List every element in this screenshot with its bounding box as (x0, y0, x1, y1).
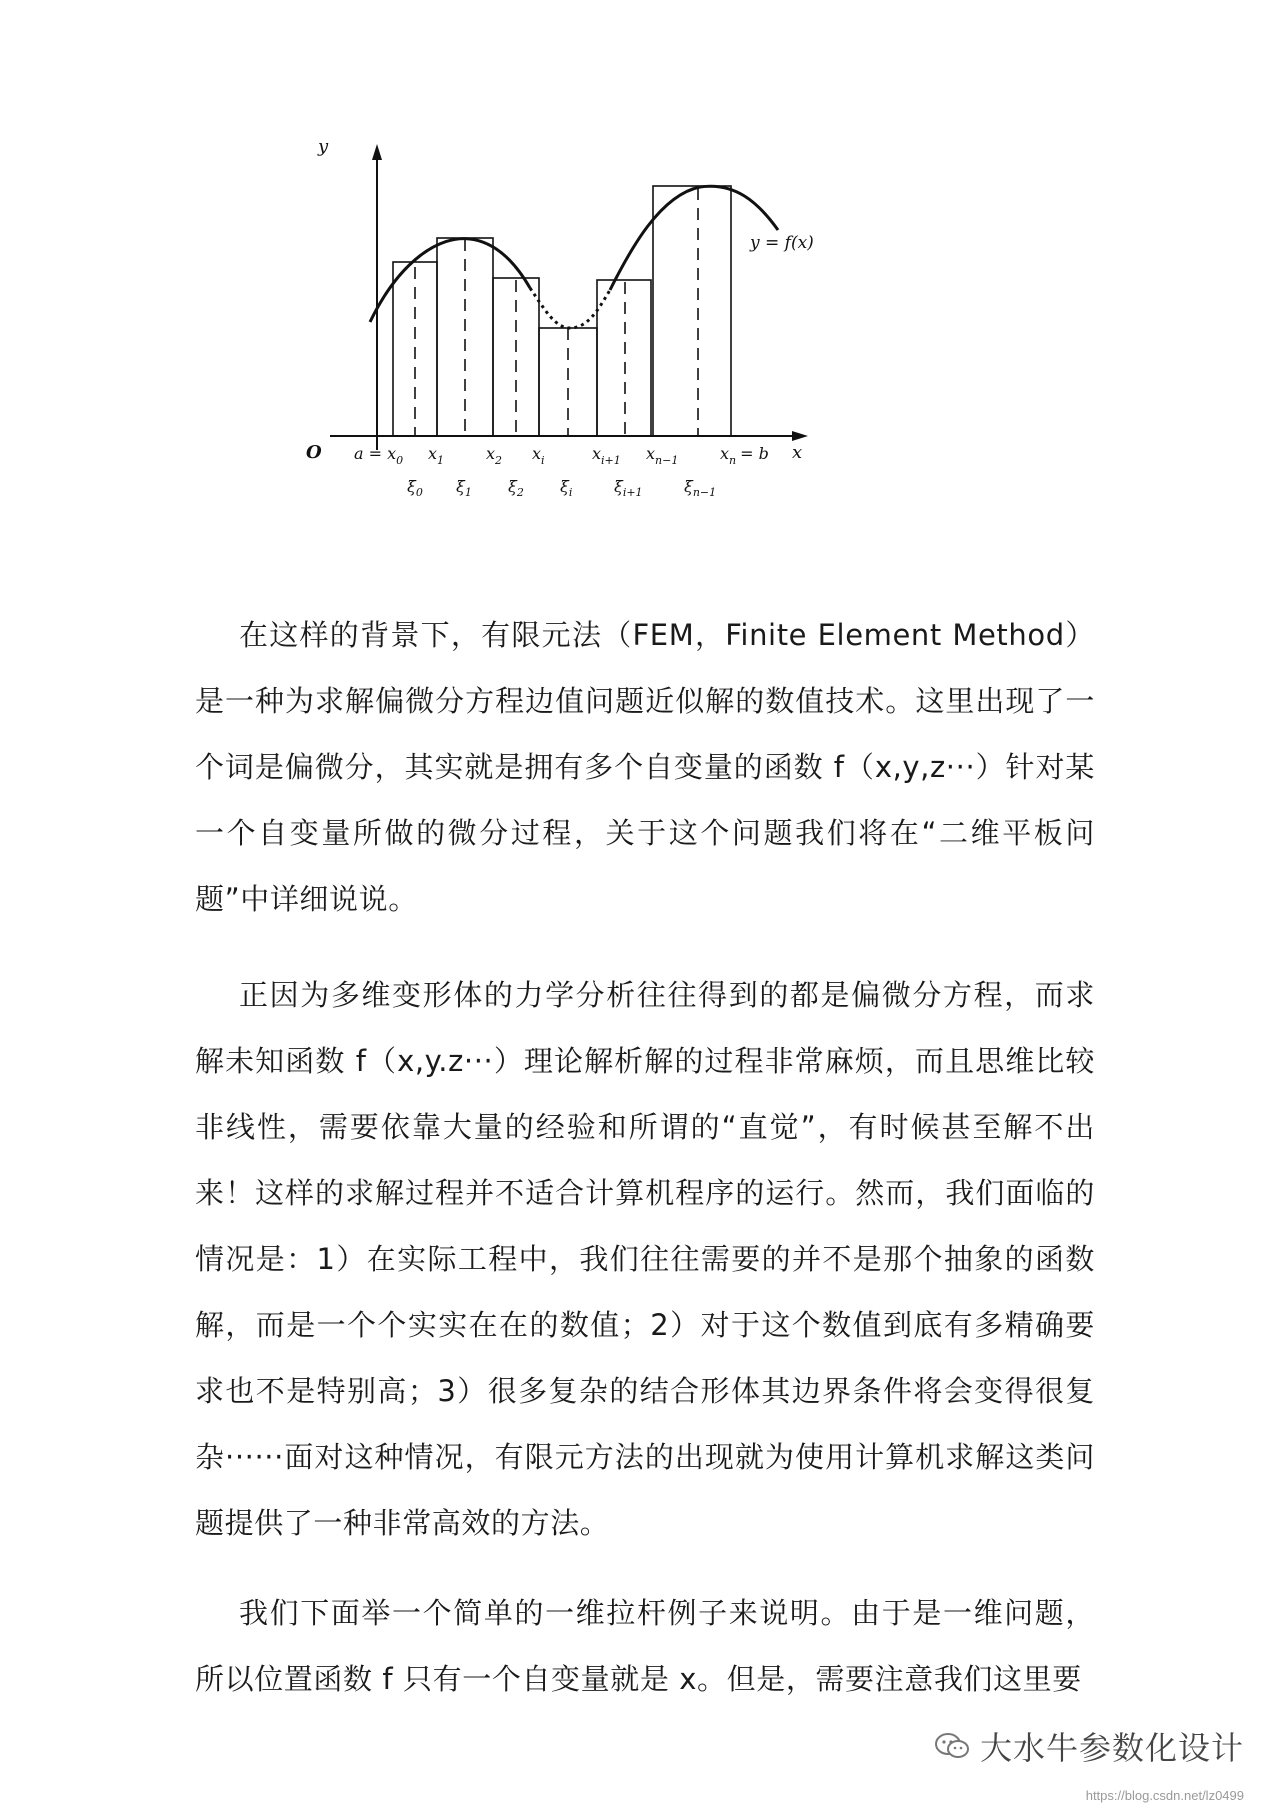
paragraph: 我们下面举一个简单的一维拉杆例子来说明。由于是一维问题，所以位置函数 f 只有一个自变量就是 x。但是，需要注意我们这里要 (195, 1596, 1095, 1696)
function-curve-left (370, 239, 530, 322)
xi-dashed-lines (415, 188, 698, 436)
article-body (195, 602, 1095, 1742)
rect-i1 (597, 280, 651, 436)
xi-i: $\xi_i$ (560, 477, 573, 499)
xi-0: $\xi_0$ (407, 477, 423, 499)
tick-xn: $x_n = b$ (720, 444, 769, 467)
tick-xi: $x_i$ (532, 444, 545, 467)
watermark-url: https://blog.csdn.net/lz0499 (1085, 1788, 1244, 1803)
wechat-icon (934, 1732, 970, 1760)
paragraph: 正因为多维变形体的力学分析往往得到的都是偏微分方程，而求解未知函数 f（x,y.z···）理论解析解的过程非常麻烦，而且思维比较非线性，需要依靠大量的经验和所谓的“直觉”，有时候甚至解不出来！这样的求解过程并不适合计算机程序的运行。然而，我们面临的情况是：1）在实际工程中，我们往往需要的并不是那个抽象的函数解，而是一个个实实在在的数值；2）对于这个数值到底有多精确要求也不是特别高；3）很多复杂的结合形体其边界条件将会变得很复杂······面对这种情况，有限元方法的出现就为使用计算机求解这类问题提供了一种非常高效的方法。 (195, 978, 1095, 1540)
x-axis-label: x (792, 442, 803, 463)
rect-n (653, 186, 731, 436)
paragraph: 在这样的背景下，有限元法（FEM，Finite Element Method）是一种为求解偏微分方程边值问题近似解的数值技术。这里出现了一个词是偏微分，其实就是拥有多个自变量的函数 f（x,y,z···）针对某一个自变量所做的微分过程，关于这个问题我们将在“二维平板问题”中详细说说。 (195, 618, 1095, 916)
x-axis-arrow (792, 431, 808, 441)
tick-xn1: $x_{n-1}$ (646, 444, 679, 467)
riemann-sum-diagram (306, 136, 970, 590)
tick-x2: $x_2$ (486, 444, 503, 467)
xi-1: $\xi_1$ (456, 477, 472, 499)
x-tick-labels (354, 444, 769, 467)
riemann-sum-figure (306, 136, 970, 590)
tick-x1: $x_1$ (428, 444, 445, 467)
tick-xi1: $x_{i+1}$ (592, 444, 621, 467)
xi-n1: $\xi_{n-1}$ (684, 477, 717, 499)
approx-rectangles (393, 186, 731, 436)
xi-i1: $\xi_{i+1}$ (614, 477, 643, 499)
watermark (934, 1723, 1244, 1769)
xi-2: $\xi_2$ (508, 477, 524, 499)
y-axis-label: y (318, 136, 329, 157)
xi-labels (407, 477, 716, 499)
tick-x0: $a = x_0$ (354, 444, 404, 467)
watermark-title: 大水牛参数化设计 (979, 1729, 1244, 1767)
function-curve-dotted (530, 288, 610, 328)
y-axis-arrow (372, 144, 382, 160)
origin-label: O (306, 442, 322, 463)
function-label: y = f(x) (750, 233, 814, 253)
